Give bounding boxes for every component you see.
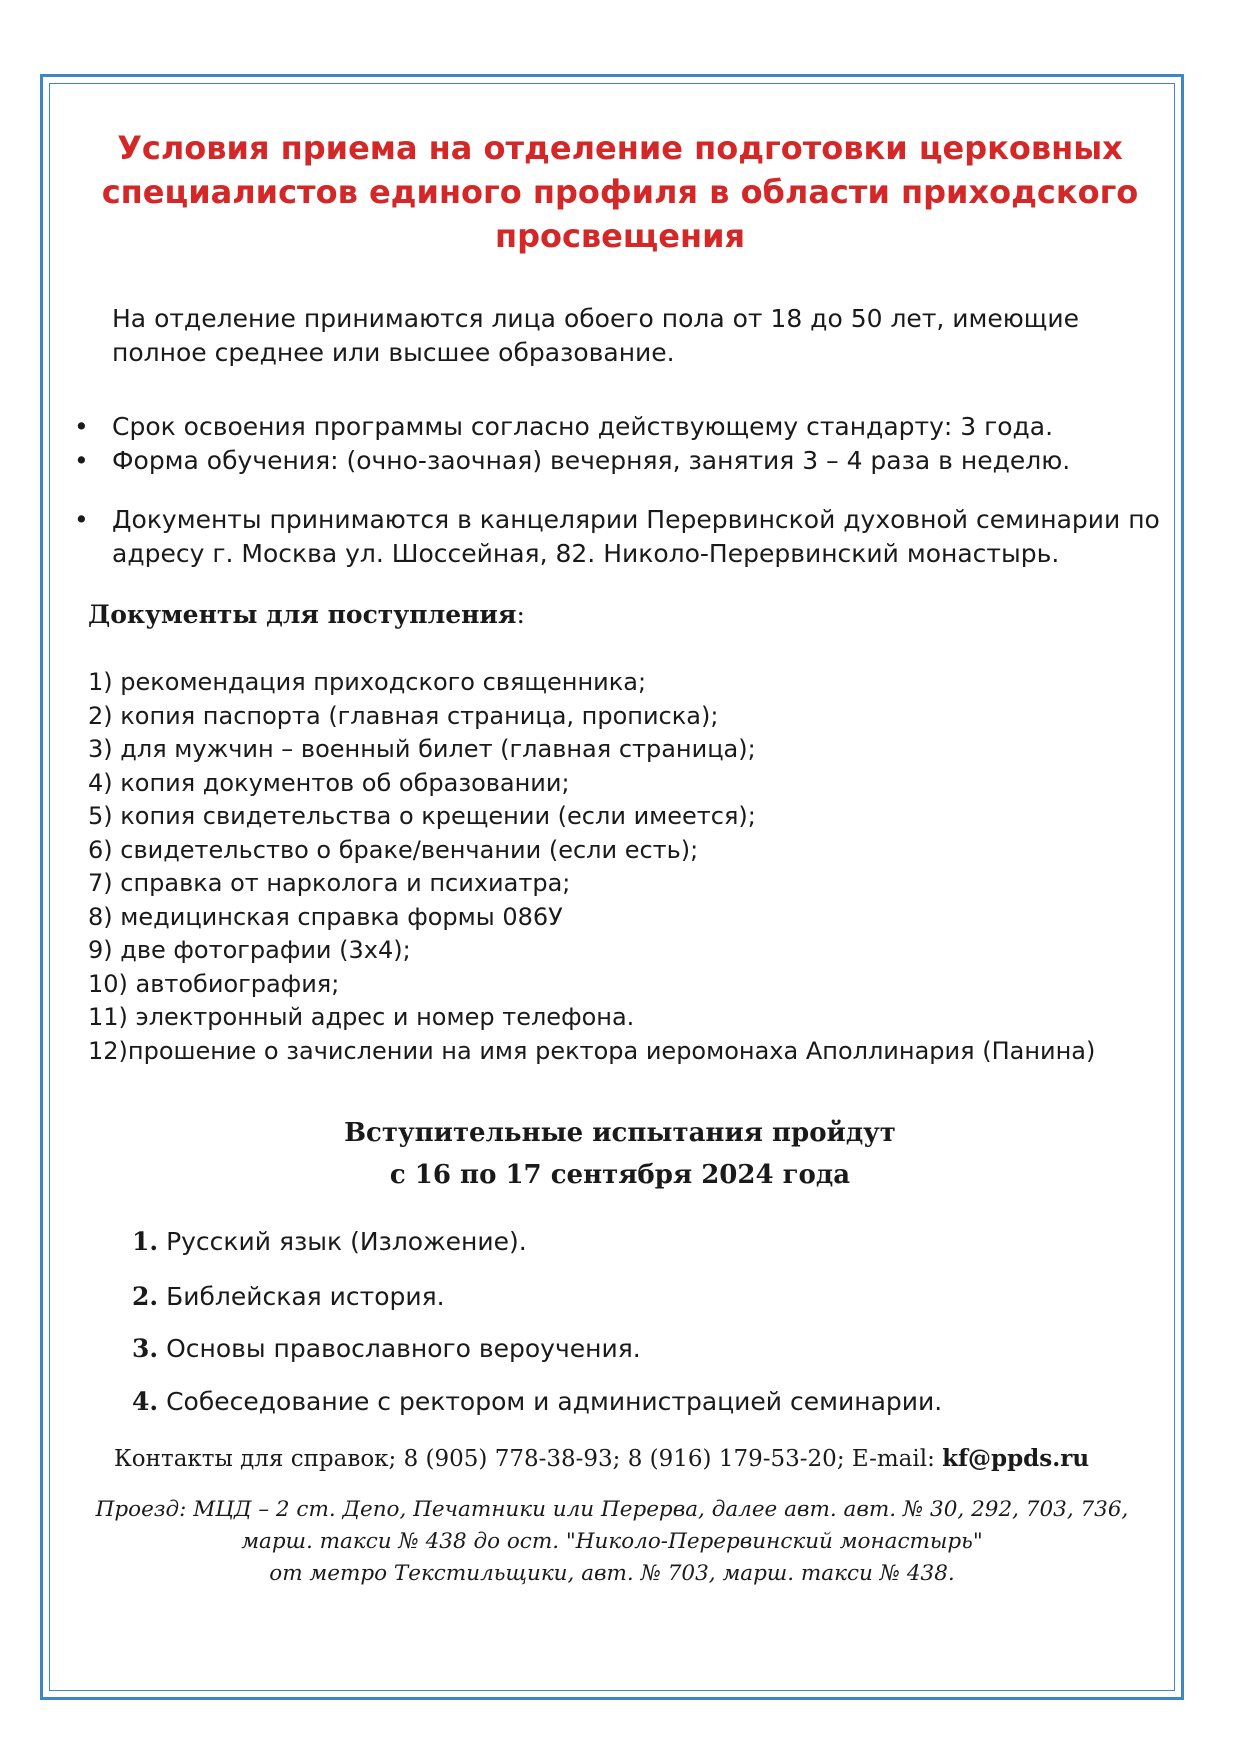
directions-line: Проезд: МЦД – 2 ст. Депо, Печатники или Перерва, далее авт. авт. № 30, 292, 703, 736, [95,1497,1129,1522]
document-item: 3) для мужчин – военный билет (главная страница); [88,735,756,763]
condition-text: Срок освоения программы согласно действующему стандарту: 3 года. [112,412,1054,441]
directions-text [50,1494,1174,1590]
title-line: Условия приема на отделение подготовки церковных [117,129,1123,167]
document-item: 12)прошение о зачислении на имя ректора иеромонаха Аполлинария (Панина) [88,1036,1096,1065]
bullet-icon: • [74,412,89,441]
exams-heading-line: с 16 по 17 сентября 2024 года [389,1160,851,1190]
document-item: 5) копия свидетельства о крещении (если имеется); [88,802,756,830]
document-item: 1) рекомендация приходского священника; [88,668,647,696]
condition-item [74,503,1164,571]
document-item: 11) электронный адрес и номер телефона. [88,1003,635,1031]
exams-heading [100,1112,1140,1196]
documents-list [88,666,1148,1068]
exam-number: 1. [132,1227,159,1256]
exams-heading-line: Вступительные испытания пройдут [344,1118,896,1148]
directions-line: от метро Текстильщики, авт. № 703, марш. такси № 438. [269,1561,955,1586]
exam-number: 2. [132,1282,159,1311]
condition-text: Документы принимаются в канцелярии Перервинской духовной семинарии по адресу г. Москва ул. Шоссейная, 82. Николо-Перервинский монастырь. [112,505,1160,568]
exam-item [132,1280,445,1314]
contacts-label: Контакты для справок; 8 (905) 778-38-93; 8 (916) 179-53-20; E-mail: [114,1446,943,1472]
exam-number: 4. [132,1387,159,1416]
exam-item [132,1225,527,1259]
exam-text: Библейская история. [166,1282,445,1311]
bullet-icon: • [74,505,89,534]
document-item: 10) автобиография; [88,969,340,998]
document-item: 6) свидетельство о браке/венчании (если есть); [88,835,699,864]
document-item: 7) справка от нарколога и психиатра; [88,869,571,897]
exam-item [132,1332,641,1366]
bullet-icon: • [74,446,89,475]
exam-text: Основы православного вероучения. [166,1334,641,1363]
condition-text: Форма обучения: (очно-заочная) вечерняя, занятия 3 – 4 раза в неделю. [112,446,1071,475]
exam-number: 3. [132,1334,159,1363]
exam-text: Русский язык (Изложение). [166,1227,527,1256]
documents-heading-text: Документы для поступления [88,600,517,629]
contact-email[interactable]: kf@ppds.ru [942,1445,1090,1472]
title-line: просвещения [494,217,746,255]
contacts-line [114,1443,1089,1475]
exam-text: Собеседование с ректором и администрацией семинарии. [166,1387,943,1416]
condition-item [74,444,1164,478]
documents-heading-colon: : [516,600,525,629]
condition-item [74,410,1164,444]
document-item: 2) копия паспорта (главная страница, прописка); [88,701,719,730]
documents-heading [88,598,525,632]
document-item: 8) медицинская справка формы 086У [88,902,563,931]
title-line: специалистов единого профиля в области приходского [101,173,1139,211]
exam-item [132,1385,942,1419]
document-title [100,126,1140,258]
document-item: 4) копия документов об образовании; [88,768,570,797]
intro-paragraph: На отделение принимаются лица обоего пола от 18 до 50 лет, имеющие полное среднее или высшее образование. [112,304,1079,367]
directions-line: марш. такси № 438 до ост. "Николо-Перервинский монастырь" [241,1529,983,1554]
document-item: 9) две фотографии (3х4); [88,936,411,964]
